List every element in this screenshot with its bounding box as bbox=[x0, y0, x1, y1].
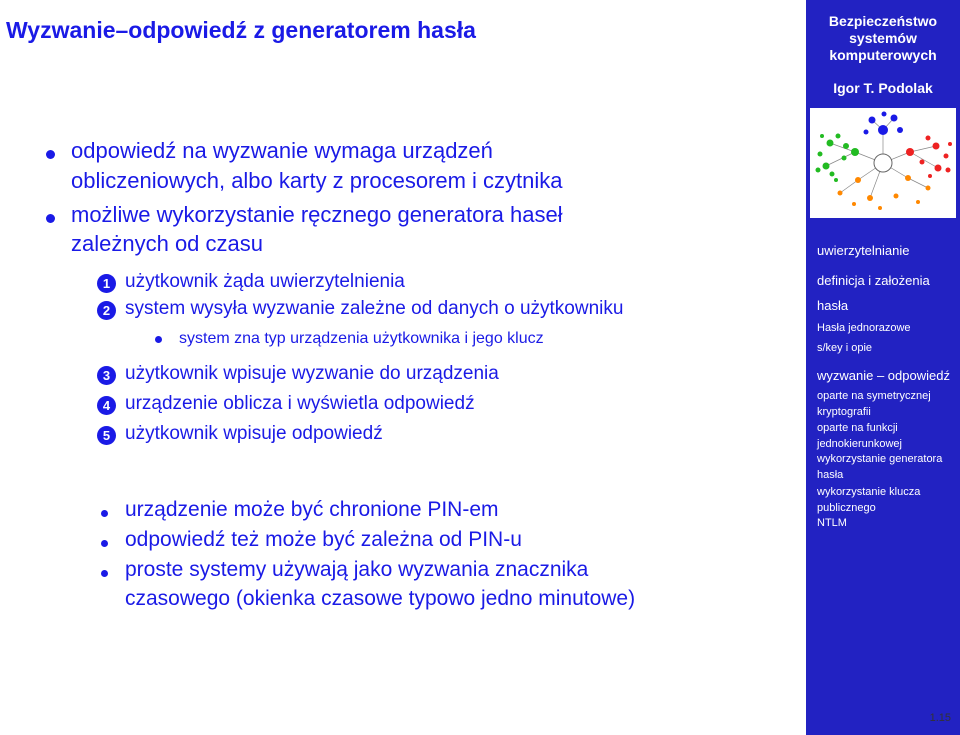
bullet-icon bbox=[101, 570, 108, 577]
bullet-text: zależnych od czasu bbox=[71, 231, 263, 256]
step-text: urządzenie oblicza i wyświetla odpowiedź bbox=[125, 393, 475, 414]
note-text: proste systemy używają jako wyzwania znacznika bbox=[125, 558, 589, 581]
step-number-badge: 4 bbox=[97, 396, 116, 415]
nav-item-hasla-jednorazowe[interactable]: Hasła jednorazowe bbox=[817, 322, 911, 334]
step-number-badge: 2 bbox=[97, 301, 116, 320]
title-bar bbox=[0, 0, 806, 68]
nav-section-definicja[interactable]: definicja i założenia bbox=[817, 273, 930, 288]
nav-item-ntlm[interactable]: NTLM bbox=[817, 517, 847, 529]
note-text: odpowiedź też może być zależna od PIN-u bbox=[125, 528, 522, 551]
logo-tree-icon bbox=[810, 108, 956, 218]
bullet-text: obliczeniowych, albo karty z procesorem i czytnika bbox=[71, 168, 563, 193]
bullet-icon bbox=[46, 214, 55, 223]
sub-bullet-text: system zna typ urządzenia użytkownika i jego klucz bbox=[179, 330, 544, 347]
bullet-icon bbox=[101, 510, 108, 517]
step-text: użytkownik żąda uwierzytelnienia bbox=[125, 271, 405, 292]
note-text: czasowego (okienka czasowe typowo jedno minutowe) bbox=[125, 587, 636, 610]
nav-section-uwierzytelnianie[interactable]: uwierzytelnianie bbox=[817, 243, 910, 258]
slide-title: Wyzwanie–odpowiedź z generatorem hasła bbox=[6, 17, 476, 43]
nav-item-skey-opie[interactable]: s/key i opie bbox=[817, 342, 873, 354]
bullet-text: możliwe wykorzystanie ręcznego generatora haseł bbox=[71, 202, 563, 227]
sidebar bbox=[806, 0, 960, 735]
step-number-badge: 1 bbox=[97, 274, 116, 293]
step-text: użytkownik wpisuje wyzwanie do urządzenia bbox=[125, 363, 499, 384]
step-text: użytkownik wpisuje odpowiedź bbox=[125, 423, 383, 444]
page-number: 1.15 bbox=[929, 712, 951, 724]
bullet-text: odpowiedź na wyzwanie wymaga urządzeń bbox=[71, 138, 493, 163]
bullet-icon bbox=[46, 150, 55, 159]
bullet-icon bbox=[101, 540, 108, 547]
nav-section-hasla[interactable]: hasła bbox=[817, 298, 849, 313]
nav-section-wyzwanie-odpowiedz[interactable]: wyzwanie – odpowiedź bbox=[817, 368, 950, 383]
step-number-badge: 3 bbox=[97, 366, 116, 385]
step-text: system wysyła wyzwanie zależne od danych o użytkowniku bbox=[125, 298, 624, 319]
sidebar-author: Igor T. Podolak bbox=[833, 80, 933, 96]
nav-item-funkcja[interactable]: oparte na funkcji jednokierunkowej bbox=[817, 422, 902, 450]
step-number-badge: 5 bbox=[97, 426, 116, 445]
sub-bullet-icon bbox=[155, 336, 162, 343]
nav-item-symetryczna[interactable]: oparte na symetrycznej kryptografii bbox=[817, 390, 931, 418]
nav-item-generator[interactable]: wykorzystanie generatora hasła bbox=[817, 453, 943, 481]
note-text: urządzenie może być chronione PIN-em bbox=[125, 498, 499, 521]
sidebar-title: Bezpieczeństwo systemów komputerowych bbox=[828, 13, 938, 63]
nav-item-klucz-publiczny[interactable]: wykorzystanie klucza publicznego bbox=[817, 486, 921, 514]
